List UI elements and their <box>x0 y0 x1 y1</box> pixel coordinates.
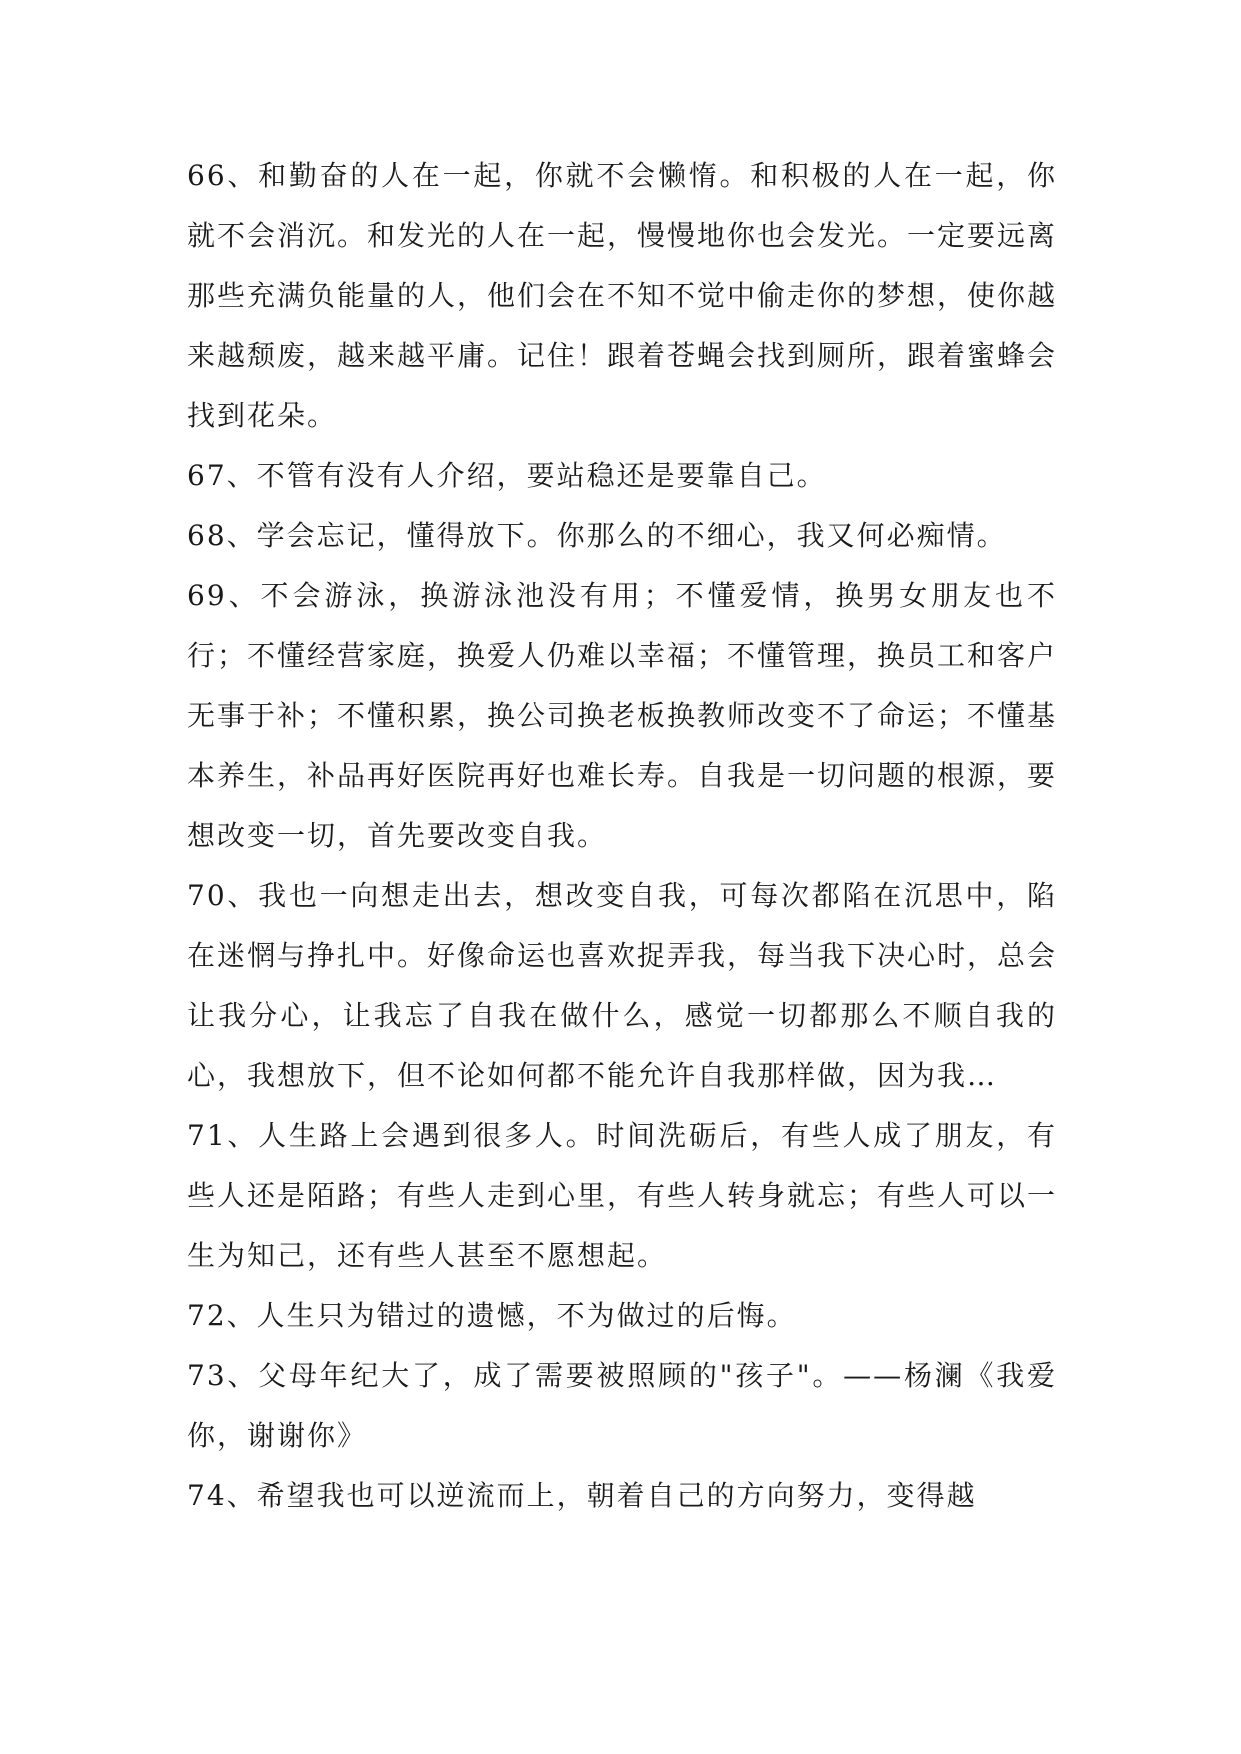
paragraph-74: 74、希望我也可以逆流而上，朝着自己的方向努力，变得越 <box>187 1479 977 1512</box>
paragraph-66: 66、和勤奋的人在一起，你就不会懒惰。和积极的人在一起，你就不会消沉。和发光的人在一起，慢慢地你也会发光。一定要远离那些充满负能量的人，他们会在不知不觉中偷走你的梦想，使你越来越颓废，越来越平庸。记住！跟着苍蝇会找到厕所，跟着蜜蜂会找到花朵。 <box>187 159 1058 432</box>
paragraph-69: 69、不会游泳，换游泳池没有用；不懂爱情，换男女朋友也不行；不懂经营家庭，换爱人仍难以幸福；不懂管理，换员工和客户无事于补；不懂积累，换公司换老板换教师改变不了命运；不懂基本养生，补品再好医院再好也难长寿。自我是一切问题的根源，要想改变一切，首先要改变自我。 <box>187 579 1058 852</box>
paragraph-73: 73、父母年纪大了，成了需要被照顾的"孩子"。——杨澜《我爱你，谢谢你》 <box>187 1359 1057 1452</box>
paragraph-68: 68、学会忘记，懂得放下。你那么的不细心，我又何必痴情。 <box>187 519 1007 552</box>
paragraph-70: 70、我也一向想走出去，想改变自我，可每次都陷在沉思中，陷在迷惘与挣扎中。好像命运也喜欢捉弄我，每当我下决心时，总会让我分心，让我忘了自我在做什么，感觉一切都那么不顺自我的心，我想放下，但不论如何都不能允许自我那样做，因为我… <box>187 879 1058 1092</box>
document-body <box>187 146 1057 1526</box>
paragraph-67: 67、不管有没有人介绍，要站稳还是要靠自己。 <box>187 459 827 492</box>
paragraph-72: 72、人生只为错过的遗憾，不为做过的后悔。 <box>187 1299 797 1332</box>
paragraph-71: 71、人生路上会遇到很多人。时间洗砺后，有些人成了朋友，有些人还是陌路；有些人走到心里，有些人转身就忘；有些人可以一生为知己，还有些人甚至不愿想起。 <box>187 1119 1058 1272</box>
